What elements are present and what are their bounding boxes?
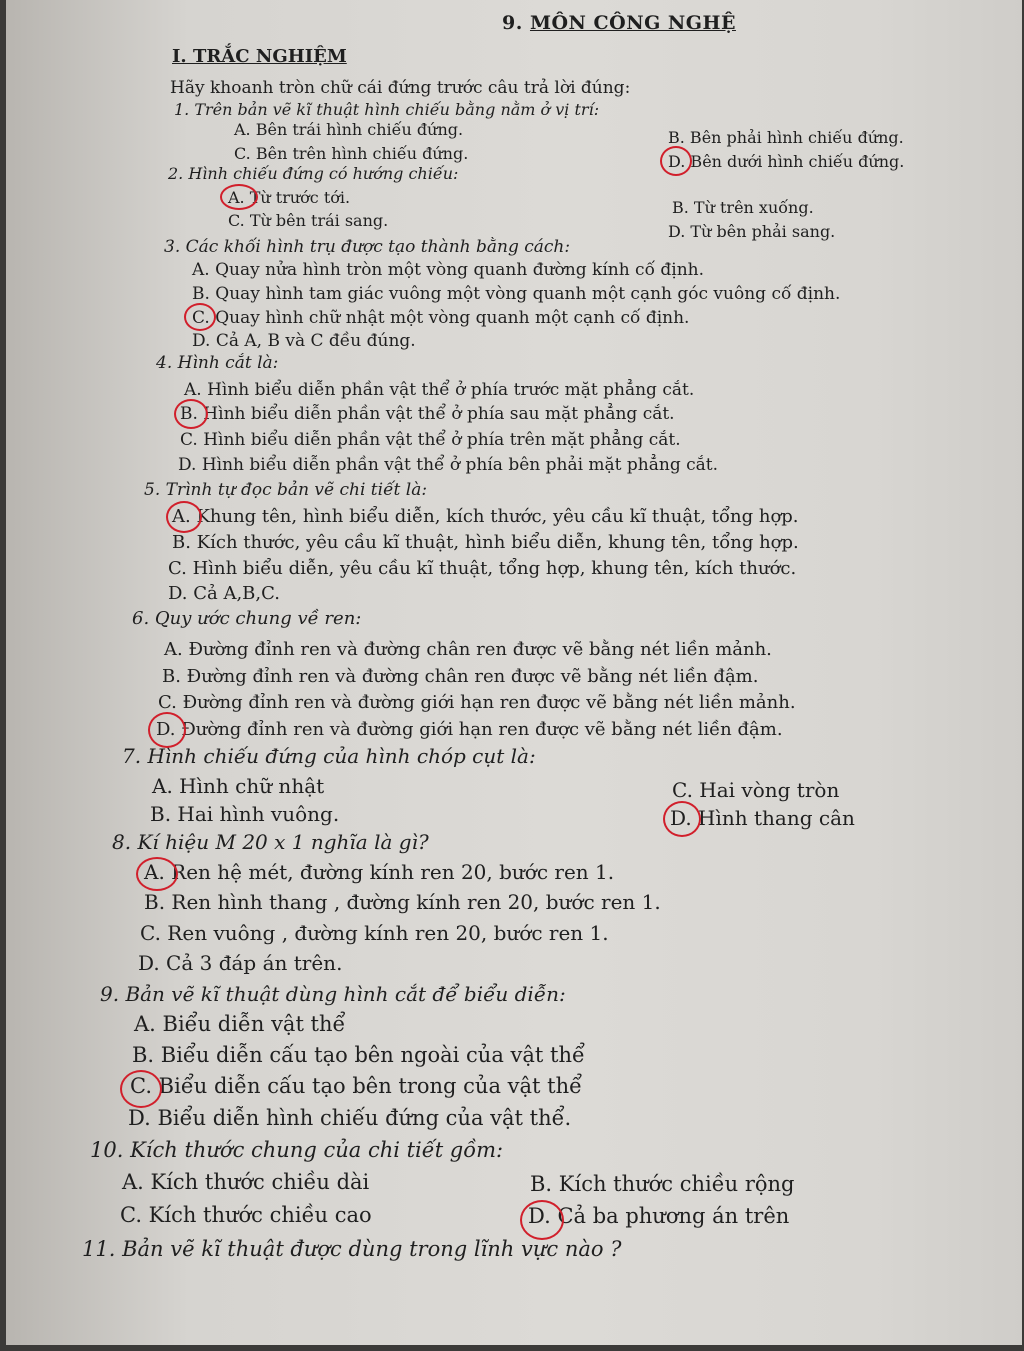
q8-option-a: A. Ren hệ mét, đường kính ren 20, bước ren 1. [144, 860, 615, 884]
q2-option-c: C. Từ bên trái sang. [228, 211, 389, 230]
q7-option-c: C. Hai vòng tròn [672, 778, 840, 802]
answer-circle-q9 [120, 1070, 162, 1108]
answer-circle-q10 [520, 1200, 564, 1240]
q5-option-b: B. Kích thước, yêu cầu kĩ thuật, hình biểu diễn, khung tên, tổng hợp. [172, 532, 799, 553]
answer-circle-q7 [663, 801, 701, 837]
q5-option-c: C. Hình biểu diễn, yêu cầu kĩ thuật, tổng hợp, khung tên, kích thước. [168, 558, 797, 579]
q9-option-c: C. Biểu diễn cấu tạo bên trong của vật thể [130, 1074, 583, 1098]
q1-option-a: A. Bên trái hình chiếu đứng. [234, 120, 464, 139]
q10-option-c: C. Kích thước chiều cao [120, 1203, 372, 1227]
q8-option-d: D. Cả 3 đáp án trên. [138, 951, 343, 975]
question-8: 8. Kí hiệu M 20 x 1 nghĩa là gì? [112, 830, 429, 854]
answer-circle-q6 [148, 712, 186, 748]
exam-paper [6, 0, 1022, 1345]
page-content [6, 0, 1022, 1345]
question-9: 9. Bản vẽ kĩ thuật dùng hình cắt để biểu diễn: [100, 982, 566, 1006]
q4-option-b: B. Hình biểu diễn phần vật thể ở phía sau mặt phẳng cắt. [180, 404, 675, 424]
q6-option-d: D. Đường đỉnh ren và đường giới hạn ren được vẽ bằng nét liền đậm. [156, 719, 783, 740]
q3-option-c: C. Quay hình chữ nhật một vòng quanh một cạnh cố định. [192, 308, 690, 328]
q9-option-b: B. Biểu diễn cấu tạo bên ngoài của vật thể [132, 1043, 585, 1067]
q5-option-d: D. Cả A,B,C. [168, 583, 280, 604]
q5-option-a: A. Khung tên, hình biểu diễn, kích thước, yêu cầu kĩ thuật, tổng hợp. [172, 506, 799, 527]
q2-option-b: B. Từ trên xuống. [672, 198, 814, 217]
title-text: MÔN CÔNG NGHỆ [529, 12, 736, 34]
q8-option-c: C. Ren vuông , đường kính ren 20, bước ren 1. [140, 921, 609, 945]
q2-option-d: D. Từ bên phải sang. [668, 222, 836, 241]
q6-option-c: C. Đường đỉnh ren và đường giới hạn ren được vẽ bằng nét liền mảnh. [158, 692, 796, 713]
question-4: 4. Hình cắt là: [156, 353, 279, 373]
q3-option-d: D. Cả A, B và C đều đúng. [192, 331, 416, 351]
q9-option-d: D. Biểu diễn hình chiếu đứng của vật thể. [128, 1106, 572, 1130]
q7-option-d: D. Hình thang cân [670, 806, 855, 830]
q10-option-a: A. Kích thước chiều dài [122, 1170, 370, 1194]
question-3: 3. Các khối hình trụ được tạo thành bằng cách: [164, 237, 571, 257]
q10-option-b: B. Kích thước chiều rộng [530, 1172, 795, 1196]
q7-option-b: B. Hai hình vuông. [150, 802, 340, 826]
q6-option-a: A. Đường đỉnh ren và đường chân ren được vẽ bằng nét liền mảnh. [164, 639, 772, 660]
question-1: 1. Trên bản vẽ kĩ thuật hình chiếu bằng nằm ở vị trí: [174, 100, 600, 119]
q3-option-b: B. Quay hình tam giác vuông một vòng quanh một cạnh góc vuông cố định. [192, 284, 841, 304]
title-number: 9. [502, 12, 523, 34]
q3-option-a: A. Quay nửa hình tròn một vòng quanh đường kính cố định. [192, 260, 705, 280]
instruction: Hãy khoanh tròn chữ cái đứng trước câu trả lời đúng: [170, 78, 631, 98]
answer-circle-q2 [220, 184, 258, 210]
answer-circle-q1 [660, 146, 692, 176]
question-10: 10. Kích thước chung của chi tiết gồm: [90, 1138, 504, 1162]
answer-circle-q5 [166, 501, 202, 533]
q1-option-d: D. Bên dưới hình chiếu đứng. [668, 152, 905, 171]
q4-option-a: A. Hình biểu diễn phần vật thể ở phía trước mặt phẳng cắt. [184, 380, 695, 400]
q1-option-c: C. Bên trên hình chiếu đứng. [234, 144, 469, 163]
q4-option-c: C. Hình biểu diễn phần vật thể ở phía trên mặt phẳng cắt. [180, 430, 681, 450]
page-title [502, 12, 736, 34]
section-heading: I. TRẮC NGHIỆM [172, 46, 347, 67]
answer-circle-q8 [136, 857, 178, 891]
question-2: 2. Hình chiếu đứng có hướng chiếu: [168, 164, 459, 183]
q2-option-a: A. Từ trước tới. [228, 188, 351, 207]
question-6: 6. Quy ước chung về ren: [132, 608, 362, 629]
q9-option-a: A. Biểu diễn vật thể [134, 1012, 346, 1036]
q6-option-b: B. Đường đỉnh ren và đường chân ren được vẽ bằng nét liền đậm. [162, 666, 759, 687]
question-11: 11. Bản vẽ kĩ thuật được dùng trong lĩnh vực nào ? [82, 1237, 622, 1261]
q8-option-b: B. Ren hình thang , đường kính ren 20, bước ren 1. [144, 890, 661, 914]
q1-option-b: B. Bên phải hình chiếu đứng. [668, 128, 904, 147]
question-7: 7. Hình chiếu đứng của hình chóp cụt là: [122, 744, 536, 768]
q7-option-a: A. Hình chữ nhật [152, 774, 325, 798]
q10-option-d: D. Cả ba phương án trên [528, 1204, 790, 1228]
q4-option-d: D. Hình biểu diễn phần vật thể ở phía bên phải mặt phẳng cắt. [178, 455, 719, 475]
answer-circle-q3 [184, 303, 216, 331]
answer-circle-q4 [174, 399, 208, 429]
question-5: 5. Trình tự đọc bản vẽ chi tiết là: [144, 480, 428, 500]
